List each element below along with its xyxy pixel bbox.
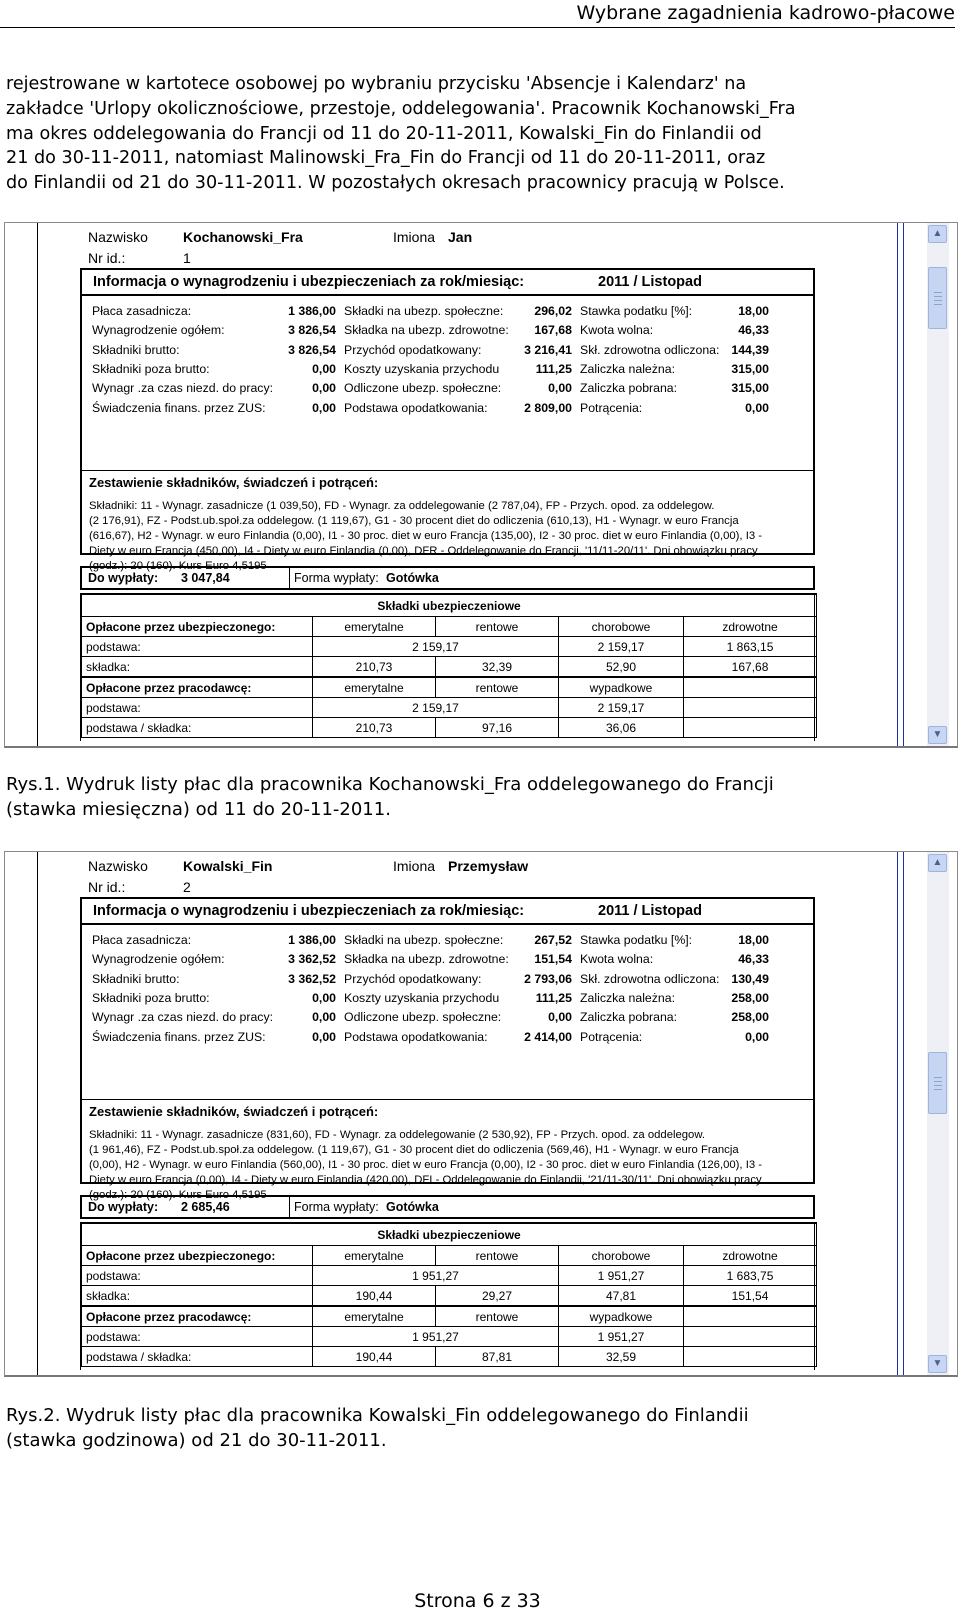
figure-2-caption bbox=[6, 1403, 749, 1453]
id-label: Nr id.: bbox=[88, 879, 126, 895]
period-value: 2011 / Listopad bbox=[598, 903, 702, 919]
payment-form-value: Gotówka bbox=[386, 1200, 439, 1214]
contribution-value: 151,54 bbox=[684, 1286, 817, 1307]
field-value: 130,49 bbox=[731, 971, 769, 986]
field-label: Składka na ubezp. zdrowotne: bbox=[344, 952, 509, 967]
field-label: Płaca zasadnicza: bbox=[92, 304, 192, 318]
firstname-value: Przemysław bbox=[448, 858, 529, 874]
column-header: rentowe bbox=[436, 617, 559, 637]
field-value: 3 216,41 bbox=[524, 342, 572, 357]
column-header: zdrowotne bbox=[684, 617, 817, 637]
field-label: Potrącenia: bbox=[580, 1029, 643, 1044]
column-header: wypadkowe bbox=[559, 1306, 684, 1327]
details-line: Diety w euro Francja (0,00), I4 - Diety w euro Finlandia (420,00), DFI - Oddelegowanie do Finlandii, '21/11-30/11'. Dni obowiązku pracy bbox=[89, 1174, 762, 1186]
info-title: Informacja o wynagrodzeniu i ubezpieczeniach za rok/miesiąc: bbox=[93, 274, 525, 290]
figure-1-caption bbox=[6, 772, 774, 822]
field-label: Odliczone ubezp. społeczne: bbox=[344, 1010, 502, 1025]
id-value: 1 bbox=[183, 250, 191, 266]
contributions-title: Składki ubezpieczeniowe bbox=[82, 594, 817, 617]
field-value: 315,00 bbox=[731, 381, 769, 396]
field-value: 258,00 bbox=[731, 1010, 769, 1025]
details-line: (616,67), H2 - Wynagr. w euro Finlandia (0,00), I1 - 30 proc. diet w euro Francja (135,00), I2 - 30 proc. diet w euro Finlandia (0,00), I3 - bbox=[89, 530, 763, 542]
field-label: Skł. zdrowotna odliczona: bbox=[580, 971, 720, 986]
field-value: 46,33 bbox=[738, 952, 769, 967]
details-line: (godz.): 20 (160). Kurs Euro 4,5195 bbox=[89, 560, 267, 572]
field-value: 18,00 bbox=[738, 304, 769, 318]
column-header: rentowe bbox=[436, 1306, 559, 1327]
payment-form-label: Forma wypłaty: bbox=[294, 1200, 379, 1214]
intro-line: zakładce 'Urlopy okolicznościowe, przestoje, oddelegowania'. Pracownik Kochanowski_Fra bbox=[6, 98, 796, 119]
details-line: (1 961,46), FZ - Podst.ub.społ.za oddelegow. (1 119,67), G1 - 30 procent diet do odliczenia (569,46), H1 - Wynagr. w euro Francja bbox=[89, 1144, 739, 1156]
base-value: 2 159,17 bbox=[559, 637, 684, 657]
base-value: 1 951,27 bbox=[313, 1327, 559, 1347]
surname-value: Kochanowski_Fra bbox=[183, 229, 303, 245]
field-label: Składniki brutto: bbox=[92, 342, 180, 357]
field-value: 2 809,00 bbox=[524, 400, 572, 415]
payout-value: 3 047,84 bbox=[181, 571, 230, 585]
field-value: 2 414,00 bbox=[524, 1029, 572, 1044]
contribution-value: 190,44 bbox=[313, 1286, 436, 1307]
contribution-value: 47,81 bbox=[559, 1286, 684, 1307]
field-value: 167,68 bbox=[534, 323, 572, 338]
details-line: (2 176,91), FZ - Podst.ub.społ.za oddelegow. (1 119,67), G1 - 30 procent diet do odliczenia (610,13), H1 - Wynagr. w euro Francja bbox=[89, 515, 739, 527]
intro-paragraph bbox=[6, 72, 941, 196]
components-title: Zestawienie składników, świadczeń i potrąceń: bbox=[89, 1104, 379, 1119]
scroll-down-icon[interactable]: ▼ bbox=[928, 1355, 947, 1373]
base-label: podstawa: bbox=[82, 1327, 313, 1347]
contributions-table bbox=[80, 593, 815, 741]
field-label: Wynagrodzenie ogółem: bbox=[92, 323, 225, 338]
base-value: 1 951,27 bbox=[313, 1266, 559, 1286]
base-contribution-label: podstawa / składka: bbox=[82, 718, 313, 738]
base-value: 2 159,17 bbox=[559, 698, 684, 718]
page-header bbox=[0, 0, 955, 28]
field-value: 0,00 bbox=[312, 381, 336, 396]
field-value: 0,00 bbox=[745, 400, 769, 415]
payout-box bbox=[80, 566, 815, 590]
column-header: wypadkowe bbox=[559, 677, 684, 698]
paid-by-insured-label: Opłacone przez ubezpieczonego: bbox=[82, 617, 313, 637]
caption-line: Rys.2. Wydruk listy płac dla pracownika Kowalski_Fin oddelegowanego do Finlandii bbox=[6, 1405, 749, 1426]
field-label: Skł. zdrowotna odliczona: bbox=[580, 342, 720, 357]
field-value: 3 362,52 bbox=[288, 952, 336, 967]
field-label: Kwota wolna: bbox=[580, 323, 654, 338]
paid-by-insured-label: Opłacone przez ubezpieczonego: bbox=[82, 1246, 313, 1266]
base-value: 1 951,27 bbox=[559, 1327, 684, 1347]
contributions-table bbox=[80, 1222, 815, 1370]
field-value: 0,00 bbox=[312, 1010, 336, 1025]
contribution-value: 210,73 bbox=[313, 718, 436, 738]
page-number: Strona 6 z 33 bbox=[414, 1590, 541, 1612]
contribution-value: 87,81 bbox=[436, 1347, 559, 1367]
field-value: 3 826,54 bbox=[288, 323, 336, 338]
contribution-value: 167,68 bbox=[684, 657, 817, 678]
components-section bbox=[82, 1099, 813, 1201]
field-label: Potrącenia: bbox=[580, 400, 643, 415]
field-label: Stawka podatku [%]: bbox=[580, 304, 693, 318]
field-value: 46,33 bbox=[738, 323, 769, 338]
column-header: emerytalne bbox=[313, 1306, 436, 1327]
payment-form-value: Gotówka bbox=[386, 571, 439, 585]
field-value: 1 386,00 bbox=[288, 304, 336, 318]
surname-label: Nazwisko bbox=[88, 229, 148, 245]
base-value: 2 159,17 bbox=[313, 698, 559, 718]
column-header: emerytalne bbox=[313, 677, 436, 698]
field-value: 111,25 bbox=[535, 990, 572, 1005]
field-label: Zaliczka należna: bbox=[580, 361, 676, 376]
contribution-value: 97,16 bbox=[436, 718, 559, 738]
payslip-screenshot bbox=[4, 851, 958, 1377]
contribution-label: składka: bbox=[82, 657, 313, 678]
details-line: (0,00), H2 - Wynagr. w euro Finlandia (560,00), I1 - 30 proc. diet w euro Francja (0,00), I2 - 30 proc. diet w euro Finlandia (126,00), I3 - bbox=[89, 1159, 763, 1171]
field-value: 3 362,52 bbox=[288, 971, 336, 986]
column-header: chorobowe bbox=[559, 1246, 684, 1266]
components-details bbox=[89, 1128, 804, 1203]
vertical-scrollbar[interactable] bbox=[927, 223, 949, 746]
column-header: emerytalne bbox=[313, 617, 436, 637]
field-label: Zaliczka należna: bbox=[580, 990, 676, 1005]
components-title: Zestawienie składników, świadczeń i potrąceń: bbox=[89, 475, 379, 490]
field-label: Koszty uzyskania przychodu bbox=[344, 990, 500, 1005]
field-label: Składki na ubezp. społeczne: bbox=[344, 933, 504, 947]
field-value: 0,00 bbox=[312, 361, 336, 376]
column-header: emerytalne bbox=[313, 1246, 436, 1266]
surname-label: Nazwisko bbox=[88, 858, 148, 874]
paid-by-employer-label: Opłacone przez pracodawcę: bbox=[82, 1306, 313, 1327]
firstname-label: Imiona bbox=[393, 229, 436, 245]
details-line: Składniki: 11 - Wynagr. zasadnicze (831,60), FD - Wynagr. za oddelegowanie (2 530,92), FP - Przych. opod. za oddelegow. bbox=[89, 1129, 706, 1141]
base-value: 1 863,15 bbox=[684, 637, 817, 657]
field-label: Składniki poza brutto: bbox=[92, 990, 210, 1005]
base-label: podstawa: bbox=[82, 698, 313, 718]
payment-form-label: Forma wypłaty: bbox=[294, 571, 379, 585]
field-label: Wynagr .za czas niezd. do pracy: bbox=[92, 1010, 274, 1025]
field-label: Koszty uzyskania przychodu bbox=[344, 361, 500, 376]
contribution-value: 190,44 bbox=[313, 1347, 436, 1367]
base-label: podstawa: bbox=[82, 637, 313, 657]
field-label: Płaca zasadnicza: bbox=[92, 933, 192, 947]
column-header: rentowe bbox=[436, 677, 559, 698]
scroll-thumb[interactable] bbox=[928, 267, 947, 329]
field-value: 151,54 bbox=[534, 952, 572, 967]
field-value: 1 386,00 bbox=[288, 933, 336, 947]
field-value: 296,02 bbox=[534, 304, 572, 318]
field-value: 0,00 bbox=[548, 381, 572, 396]
contributions-title: Składki ubezpieczeniowe bbox=[82, 1223, 817, 1246]
field-label: Świadczenia finans. przez ZUS: bbox=[92, 1029, 266, 1044]
info-title: Informacja o wynagrodzeniu i ubezpieczeniach za rok/miesiąc: bbox=[93, 903, 525, 919]
contribution-value: 32,39 bbox=[436, 657, 559, 678]
field-value: 0,00 bbox=[312, 990, 336, 1005]
contribution-label: składka: bbox=[82, 1286, 313, 1307]
field-label: Podstawa opodatkowania: bbox=[344, 400, 488, 415]
intro-line: 21 do 30-11-2011, natomiast Malinowski_Fra_Fin do Francji od 11 do 20-11-2011, oraz bbox=[6, 148, 766, 169]
payslip-screenshot bbox=[4, 222, 958, 748]
field-label: Stawka podatku [%]: bbox=[580, 933, 693, 947]
scroll-thumb[interactable] bbox=[928, 1052, 947, 1114]
base-contribution-label: podstawa / składka: bbox=[82, 1347, 313, 1367]
column-header: chorobowe bbox=[559, 617, 684, 637]
field-label: Przychód opodatkowany: bbox=[344, 342, 482, 357]
field-label: Świadczenia finans. przez ZUS: bbox=[92, 400, 266, 415]
contribution-value: 210,73 bbox=[313, 657, 436, 678]
field-label: Składka na ubezp. zdrowotne: bbox=[344, 323, 509, 338]
payout-label: Do wypłaty: bbox=[88, 571, 159, 585]
paid-by-employer-label: Opłacone przez pracodawcę: bbox=[82, 677, 313, 698]
details-line: Diety w euro Francja (450,00), I4 - Diety w euro Finlandia (0,00), DFR - Oddelegowanie do Francji, '11/11-20/11'. Dni obowiązku pracy bbox=[89, 545, 758, 557]
field-value: 0,00 bbox=[312, 400, 336, 415]
payout-value: 2 685,46 bbox=[181, 1200, 230, 1214]
intro-line: ma okres oddelegowania do Francji od 11 do 20-11-2011, Kowalski_Fin do Finlandii od bbox=[6, 123, 762, 144]
salary-info-box bbox=[80, 897, 815, 1201]
intro-line: rejestrowane w kartotece osobowej po wybraniu przycisku 'Absencje i Kalendarz' na bbox=[6, 74, 747, 94]
details-line: Składniki: 11 - Wynagr. zasadnicze (1 039,50), FD - Wynagr. za oddelegowanie (2 787,04), FP - Przych. opod. za oddelegow. bbox=[89, 500, 715, 512]
field-label: Składniki poza brutto: bbox=[92, 361, 210, 376]
caption-line: (stawka godzinowa) od 21 do 30-11-2011. bbox=[6, 1430, 387, 1451]
contribution-value: 52,90 bbox=[559, 657, 684, 678]
contribution-value: 29,27 bbox=[436, 1286, 559, 1307]
salary-info-box bbox=[80, 268, 815, 572]
contribution-value: 36,06 bbox=[559, 718, 684, 738]
field-value: 111,25 bbox=[535, 361, 572, 376]
field-value: 258,00 bbox=[731, 990, 769, 1005]
field-label: Składki na ubezp. społeczne: bbox=[344, 304, 504, 318]
scroll-up-icon[interactable]: ▲ bbox=[928, 854, 947, 872]
field-label: Zaliczka pobrana: bbox=[580, 381, 678, 396]
field-label: Odliczone ubezp. społeczne: bbox=[344, 381, 502, 396]
field-value: 267,52 bbox=[534, 933, 572, 947]
field-value: 2 793,06 bbox=[524, 971, 572, 986]
field-value: 144,39 bbox=[731, 342, 769, 357]
caption-line: (stawka miesięczna) od 11 do 20-11-2011. bbox=[6, 799, 391, 820]
vertical-scrollbar[interactable] bbox=[927, 852, 949, 1375]
intro-line: do Finlandii od 21 do 30-11-2011. W pozostałych okresach pracownicy pracują w Polsce. bbox=[6, 173, 785, 194]
details-line: (godz.): 20 (160). Kurs Euro 4,5195 bbox=[89, 1189, 267, 1201]
base-value: 1 951,27 bbox=[559, 1266, 684, 1286]
contribution-value: 32,59 bbox=[559, 1347, 684, 1367]
field-label: Składniki brutto: bbox=[92, 971, 180, 986]
payout-box bbox=[80, 1195, 815, 1219]
scroll-up-icon[interactable]: ▲ bbox=[928, 225, 947, 243]
firstname-value: Jan bbox=[448, 229, 473, 245]
field-label: Przychód opodatkowany: bbox=[344, 971, 482, 986]
caption-line: Rys.1. Wydruk listy płac dla pracownika Kochanowski_Fra oddelegowanego do Francji bbox=[6, 774, 774, 795]
id-label: Nr id.: bbox=[88, 250, 126, 266]
firstname-label: Imiona bbox=[393, 858, 436, 874]
field-value: 18,00 bbox=[738, 933, 769, 947]
field-value: 0,00 bbox=[745, 1029, 769, 1044]
base-label: podstawa: bbox=[82, 1266, 313, 1286]
components-details bbox=[89, 499, 804, 574]
column-header: rentowe bbox=[436, 1246, 559, 1266]
field-label: Kwota wolna: bbox=[580, 952, 654, 967]
header-title: Wybrane zagadnienia kadrowo-płacowe bbox=[576, 2, 955, 24]
field-value: 315,00 bbox=[731, 361, 769, 376]
surname-value: Kowalski_Fin bbox=[183, 858, 273, 874]
payout-label: Do wypłaty: bbox=[88, 1200, 159, 1214]
base-value: 2 159,17 bbox=[313, 637, 559, 657]
field-label: Wynagr .za czas niezd. do pracy: bbox=[92, 381, 274, 396]
field-value: 0,00 bbox=[548, 1010, 572, 1025]
field-label: Podstawa opodatkowania: bbox=[344, 1029, 488, 1044]
field-value: 3 826,54 bbox=[288, 342, 336, 357]
field-label: Wynagrodzenie ogółem: bbox=[92, 952, 225, 967]
field-value: 0,00 bbox=[312, 1029, 336, 1044]
field-label: Zaliczka pobrana: bbox=[580, 1010, 678, 1025]
column-header: zdrowotne bbox=[684, 1246, 817, 1266]
scroll-down-icon[interactable]: ▼ bbox=[928, 726, 947, 744]
id-value: 2 bbox=[183, 879, 191, 895]
period-value: 2011 / Listopad bbox=[598, 274, 702, 290]
base-value: 1 683,75 bbox=[684, 1266, 817, 1286]
components-section bbox=[82, 470, 813, 572]
